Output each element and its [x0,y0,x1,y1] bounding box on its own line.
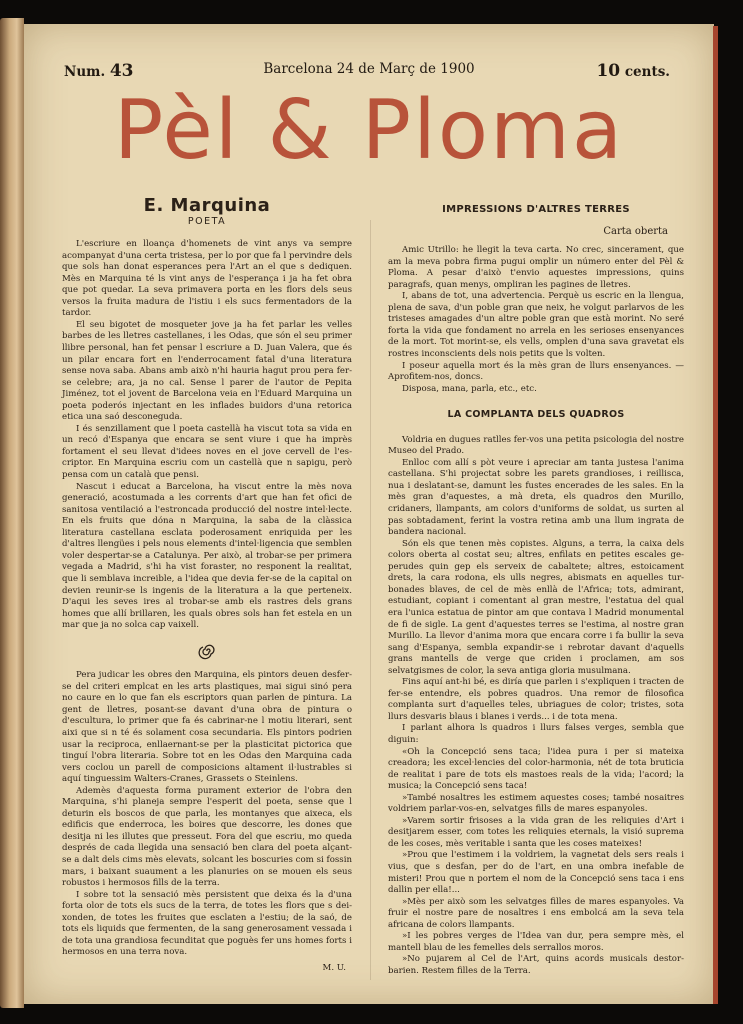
book-binding [0,18,24,1008]
article-signature: M. U. [322,962,346,973]
paragraph: »Prou que l'estimem i la voldriem, la vagnetat dels sers reals i vius, que s desfan, per do de l'art, en una ombra inefable de misteri! Prou que n portem el nom de la Concepció sens taca i ens dallin per ella!... [388,850,684,896]
paragraph: Fins aquí ant-hi bé, es diría que parlen i s'expliquen i tracten de fer-se entendre, els pobres quadros. Una remor de filosofica complanta surt d'aquelles teles, ubriagues de color; tristes, sota llurs desvaris blaus i blanes i verds... i de tota mena. [388,677,684,722]
paragraph: Nascut i educat a Barcelona, ha viscut entre la mès nova generació, acostumada a les corrents d'art que han fet ofici de sanitosa ventilació a l'estroncada producció del nostre intel·lecte. En els fruits que dóna n Marquina, la saba de la clàssica literatura castellana esclata poderosament enriquida per les d'altres llengües i pels nous elements d'intel·ligencia que semblen voler despertar-se a Catalunya. Per això, al trobar-se per primera vegada a Madrid, s'hi ha vist foraster, no responent la realitat, que li semblava increible, a l'idea que devia fer-se de la capital on devien reunir-se ls ingenis de la literatura a la que perteneix. D'aqui les seves ires al trobar-se amb els rastres dels grans homes que allí brillaren, les quals obres sols han fet estela en un mar que ja no solca cap vaixell. [62,481,352,631]
issue-number-value: 43 [109,61,134,81]
paragraph: Voldria en dugues ratlles fer-vos una petita psicologia del nostre Museo del Prado. [388,434,684,457]
paragraph: »Mès per això som les selvatges filles de mares espanyoles. Va fruir el nostre pare de nosaltres i ens embolcá am la seva tela africana de colors llampants. [388,896,684,930]
paragraph: Pera judicar les obres den Marquina, els pintors deuen desfer-se del criteri emplcat en les arts plastiques, mai sigui sinó pera no caure en lo que fan els escriptors quan parlen de pintura. La gent de lletres, posant-se davant d'una obra de pintura o d'escultura, lo primer que fa és cabrinar-ne l motiu literari, sent aixi que si n té és solament cosa secundaria. Els pintors podrien usar la reciproca, enllaernant-se per la plasticitat pictorica que tinguí l'obra literaria. Sobre tot en les Odas den Marquina cada vers coclou un parell de composicions altament il·lustrables si aquí tinguessim Walters-Cranes, Grassets o Steinlens. [62,670,352,785]
subsection-title: LA COMPLANTA DELS QUADROS [447,409,625,421]
letter-heading: Carta oberta [603,225,668,237]
paragraph: Són els que tenen mès copistes. Alguns, a terra, la caixa dels colors oberta al costat seu; altres, enfilats en petites escales geperudes quin gep els serveix de cabaltete; altres, estoicament drets, la cara rodona, els ulls negres, abismats en aquelles turbonades blaves, de cel de mès enllà de l'Africa; tots, admirant, estudiant, copiant i comentant al gran mestre, l'estatua del qual era l'unica estatua de pintor am que contava l Madrid monumental de fi de sigle. La gent d'aquestes terres se l'estima, al nostre gran Murillo. La llevor d'anima mora que encara corre i fa bullir la seva sang d'Espanya, sembla expandir-se i rebrotar davant d'aquells grans mantells de verge que criden i proclamen, am sos selvatgismes de color, la seva antiga gloria musulmana. [388,538,684,676]
paragraph: »Varem sortir frisoses a la vida gran de les reliquies d'Art i desitjarem esser, com totes les reliquies eternals, la visió suprema de les coses, mès veritable i santa que les coses mateixes! [388,815,684,849]
issue-date: Barcelona 24 de Març de 1900 [263,61,475,77]
paragraph: »I les pobres verges de l'Idea van dur, pera sempre mès, el mantell blau de les femelles dels serrallos moros. [388,931,684,953]
paragraph: L'escriure en lloança d'homenets de vint anys va sempre acompanyat d'una certa tristesa, per lo por que fa l pervindre dels que sols han donat esperances pera l'Art an el que s dediquen. Mès en Marquina té ls vint anys de l'esperança i ja ha fet obra que pot quedar. La seva primavera porta en les flors dels seus versos la fruita madura de l'istiu i els sucs fermentadors de la tardor. [62,239,352,319]
left-column [62,195,352,974]
issue-price-label: cents. [624,64,670,80]
spiral-icon [197,642,217,660]
paragraph: El seu bigotet de mosqueter jove ja ha fet parlar les velles barbes de les lletres castellanes, i les Odas, que són el seu primer llibre personal, han fet pensar l escriure a D. Juan Valera, que és un pilar encara fort en l'enderrocament fatal d'una literatura sense nova saba. Abans amb això n'hi hauria hagut prou pera fer-se celebre; ara, ja no cal. Sense l parer de l'autor de Pepita Jiménez, tot el jovent de Barcelona veia en l'Eduard Marquina un poeta poderós injectant en les inflades buidors d'una retorica etica una saó desconeguda. [62,319,352,423]
paragraph: I parlant alhora ls quadros i llurs falses verges, sembla que diguin: [388,723,684,745]
paragraph: «Oh la Concepció sens taca; l'idea pura i per si mateixa creadora; les excel·lencies del color-harmonia, nét de tota bruticia de realitat i pare de tots els mastoes reals de la vida; l'acord; la musica; la Concepció sens taca! [388,746,684,792]
paragraph: I poseur aquella mort és la mès gran de llurs ensenyances. —Aprofitem-nos, doncs. [388,360,684,383]
article-subtitle: POETA [187,215,227,227]
issue-price [596,61,670,81]
page-edge [713,26,718,1004]
issue-number-label: Num. [64,64,106,80]
paragraph: Enlloc com allí s pòt veure i apreciar am tanta justesa l'anima castellana. S'hi projectat sobre les parets grandioses, i reillisca, nua i deslatant-se, damunt les fustes encerades de les sales. En la mès gran d'aquestes, a mà dreta, els quadros den Murillo, cridaners, llampants, am colors d'uniforms de soldat, us surten al pas sobtadament, ferint la vostra retina amb una llum ingrata de bandera nacional. [388,457,684,538]
spiral-ornament-icon [62,642,352,661]
masthead-title: Pèl & Ploma [113,83,625,178]
paragraph: I és senzillament que l poeta castellà ha viscut tota sa vida en un recó d'Espanya que encara se sent viure i que ha imprès fortament el seu llevat d'idees noves en el jove cervell de l'escriptor. En Marquina escriu com un castellà que n sapigu, però pensa com un català que pensi. [62,423,352,481]
right-column [388,204,684,977]
section-title: IMPRESSIONS D'ALTRES TERRES [442,204,630,215]
paragraph: I sobre tot la sensació mès persistent que deixa és la d'una forta olor de tots els sucs de la terra, de totes les flors que s deixonden, de totes les fruites que esclaten a l'estiu; de la saó, de tots els liquids que fermenten, de la sang generosament vessada i de tota una grandiosa fecunditat que poguès fer uns homes forts i hermosos en una terra nova. [62,889,352,958]
column-divider [370,220,371,980]
paragraph: »No pujarem al Cel de l'Art, quins acords musicals destorbarien. Restem filles de la Terra. [388,954,684,976]
paragraph: »També nosaltres les estimem aquestes coses; també nosaitres voldriem parlar-vos-en, selvatges fills de mares espanyoles. [388,792,684,815]
paragraph: Amic Utrillo: he llegit la teva carta. No crec, sincerament, que am la meva pobra firma pugui omplir un número enter del Pèl & Ploma. A pesar d'això t'envio aquestes impressions, quins paragrafs, quan menys, ompliran les pagines de lletres. [388,245,684,290]
article-title: E. Marquina [143,195,271,216]
paragraph: Ademès d'aquesta forma purament exterior de l'obra den Marquina, s'hi planeja sempre l'esperit del poeta, sense que l deturin els boscos de que parla, les montanyes que aixeca, els edificis que enderroca, les boires que descorre, les dones que desitja ni les illutes que presseut. Fora del que escriu, mo queda després de cada llegida una sensació ben clara del poeta alçant-se a dalt dels cims mès elevats, solcant les boscuries com si fossin mars, i baixant suaument a les planuries on se mouen els seus robustos i hermosos fills de la terra. [62,785,352,889]
issue-price-value: 10 [596,61,621,81]
paragraph: I, abans de tot, una advertencia. Perquè us escric en la llengua, plena de sava, d'un poble gran que neix, he volgut parlarvos de les tristeses amagades d'un altre poble gran que està morint. No seré forta la vida que fondament no arrela en les serioses ensenyances de la mort. Tot morint-se, els vells, omplen d'una sava gravetat els rostres inconscients dels nois petits que ls volten. [388,291,684,360]
newspaper-page [24,24,714,1004]
paragraph: Disposa, mana, parla, etc., etc. [402,383,537,394]
